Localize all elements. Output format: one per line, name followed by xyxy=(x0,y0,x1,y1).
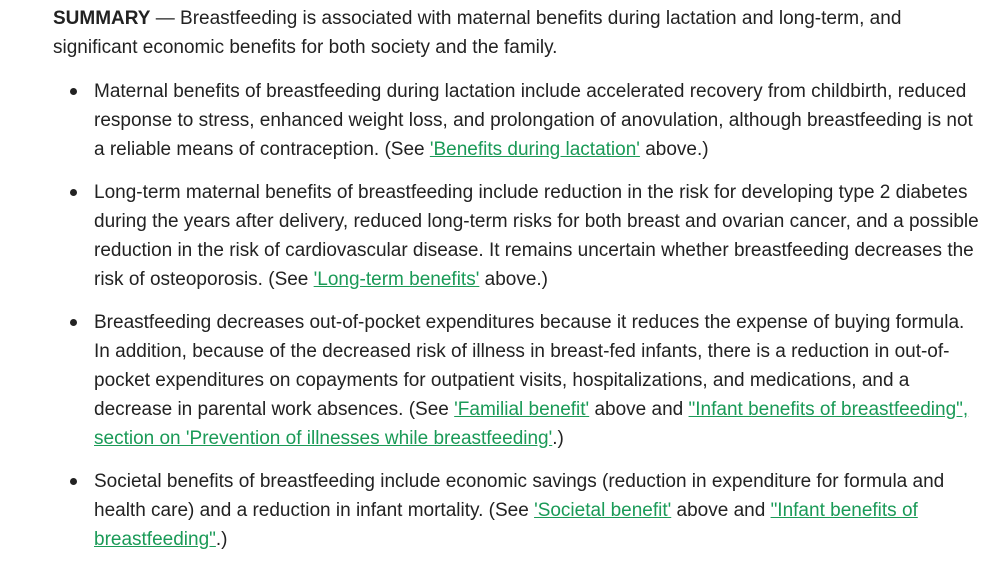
list-item xyxy=(53,467,982,554)
link-infant-benefits-of-breastfeeding[interactable]: "Infant benefits of breastfeeding" xyxy=(94,500,918,550)
summary-bullet-list xyxy=(53,77,982,554)
bullet-text: Societal benefits of breastfeeding include economic savings (reduction in expenditure for formula and health care) and a reduction in infant mortality. (See xyxy=(94,471,945,521)
bullet-text-after: .) xyxy=(552,428,564,449)
bullet-dot-icon xyxy=(70,189,77,196)
summary-paragraph xyxy=(53,4,982,62)
bullet-dot-icon xyxy=(70,478,77,485)
link-benefits-during-lactation[interactable]: 'Benefits during lactation' xyxy=(429,139,640,160)
bullet-dot-icon xyxy=(70,319,77,326)
bullet-text: Maternal benefits of breastfeeding during lactation include accelerated recovery from childbirth, reduced response to stress, enhanced weight loss, and prolongation of anovulation, although breastfeeding is not a reliable means of contraception. (See xyxy=(94,81,973,160)
bullet-text-after: above.) xyxy=(639,139,709,160)
bullet-dot-icon xyxy=(70,88,77,95)
bullet-text: Breastfeeding decreases out-of-pocket expenditures because it reduces the expense of buying formula. In addition, because of the decreased risk of illness in breast-fed infants, there is a reduction in out-of-pocket expenditures on copayments for outpatient visits, hospitalizations, and medications, and a decrease in parental work absences. (See xyxy=(94,312,965,420)
bullet-text: Long-term maternal benefits of breastfeeding include reduction in the risk for developing type 2 diabetes during the years after delivery, reduced long-term risks for both breast and ovarian cancer, and a possible reduction in the risk of cardiovascular disease. It remains uncertain whether breastfeeding decreases the risk of osteoporosis. (See xyxy=(94,182,979,290)
summary-text: — Breastfeeding is associated with maternal benefits during lactation and long-term, and significant economic benefits for both society and the family. xyxy=(53,8,902,58)
link-familial-benefit[interactable]: 'Familial benefit' xyxy=(454,399,590,420)
link-societal-benefit[interactable]: 'Societal benefit' xyxy=(534,500,672,521)
bullet-text-middle: above and xyxy=(589,399,689,420)
bullet-text-after: .) xyxy=(215,529,228,550)
summary-label: SUMMARY xyxy=(53,8,151,29)
list-item xyxy=(53,308,982,453)
list-item xyxy=(53,77,982,164)
link-infant-benefits-prevention-of-illnesses[interactable]: "Infant benefits of breastfeeding", section on 'Prevention of illnesses while breastfeeding' xyxy=(94,399,969,449)
link-long-term-benefits[interactable]: 'Long-term benefits' xyxy=(313,269,480,290)
bullet-text-middle: above and xyxy=(671,500,771,521)
bullet-text-after: above.) xyxy=(479,269,548,290)
list-item xyxy=(53,178,982,294)
